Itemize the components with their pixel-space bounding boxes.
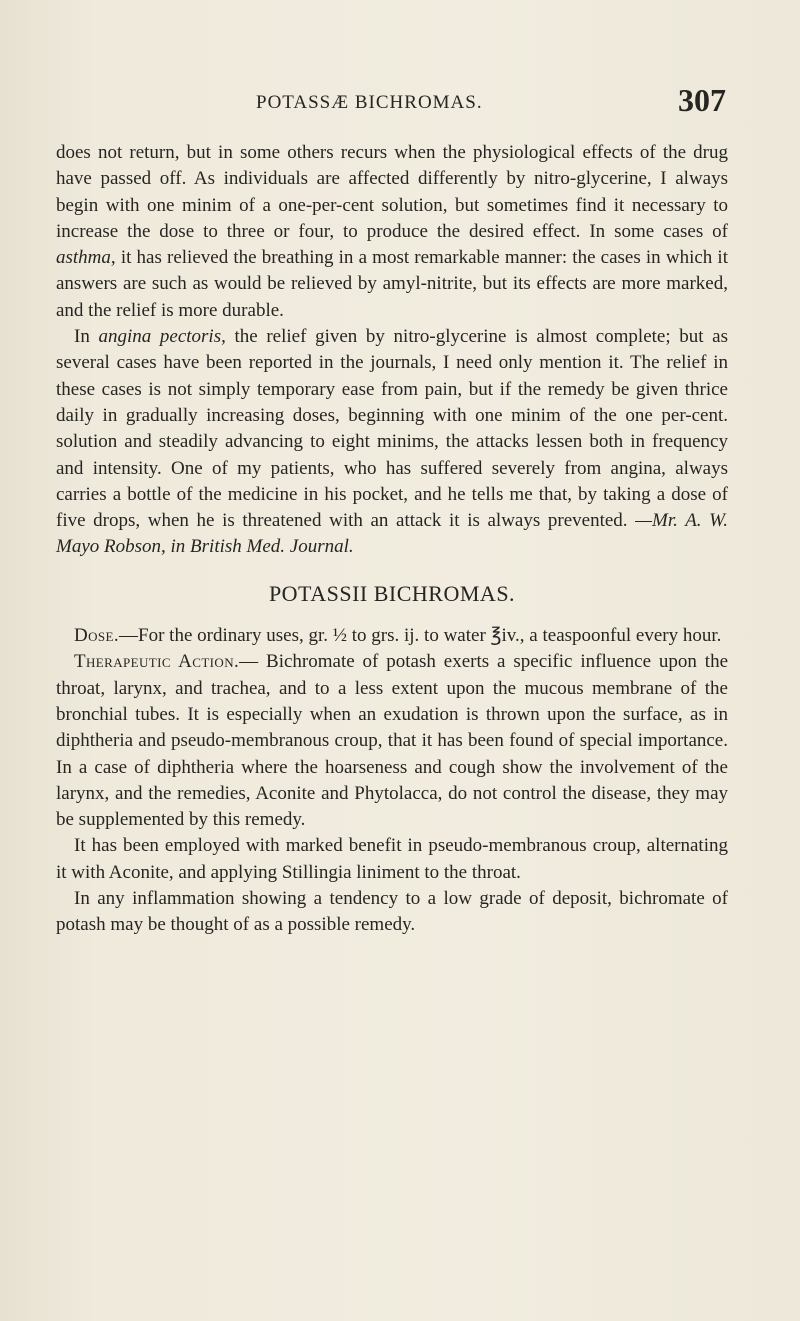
therapeutic-action-label: Therapeutic Action. [74, 651, 240, 673]
paragraph-therapeutic-action [56, 649, 728, 833]
paragraph-dose [56, 623, 728, 649]
paragraph-nitroglycerine-dosage [56, 140, 728, 324]
paragraph-angina-pectoris [56, 324, 728, 561]
dose-label: Dose. [74, 625, 120, 647]
italic-term-angina-pectoris: angina pectoris [98, 326, 222, 348]
page-number: 307 [678, 82, 726, 118]
body-text [56, 140, 728, 939]
running-head [256, 84, 726, 132]
paragraph-text: In [74, 326, 99, 348]
dose-text: —For the ordinary uses, gr. ½ to grs. ij. to water ℥iv., a teaspoonful every hour. [119, 625, 722, 647]
therapeutic-action-text: — Bichromate of potash exerts a specific influence upon the throat, larynx, and trachea, and to a less extent upon the mucous membrane of the bronchial tubes. It is especially when an exudation is thrown upon the surface, as in diphtheria and pseudo-membranous croup, that it has been found of special importance. In a case of diphtheria where the hoarseness and cough show the involvement of the larynx, and the remedies, Aconite and Phytolacca, do not control the disease, they may be supplemented by this remedy. [56, 651, 729, 831]
paragraph-text: In any inflammation showing a tendency to a low grade of deposit, bichromate of potash may be thought of as a possible remedy. [56, 888, 728, 936]
citation: —Mr. A. W. Mayo Robson, in British Med. Journal. [56, 510, 728, 558]
running-head-title: POTASSÆ BICHROMAS. [256, 92, 483, 113]
paragraph-text: does not return, but in some others recurs when the physiological effects of the drug have passed off. As individuals are affected differently by nitro-glycerine, I always begin with one minim of a one-per-cent solution, but sometimes find it necessary to increase the dose to three or four, to produce the desired effect. In some cases of [56, 142, 728, 242]
section-heading: POTASSII BICHROMAS. [268, 580, 516, 606]
paragraph-text: , it has relieved the breathing in a most remarkable manner: the cases in which it answers are such as would be relieved by amyl-nitrite, but its effects are more marked, and the relief is more durable. [56, 247, 728, 321]
italic-term-asthma: asthma [56, 247, 111, 269]
paragraph-text: It has been employed with marked benefit in pseudo-membranous croup, alternating it with Aconite, and applying Stillingia liniment to the throat. [56, 835, 728, 883]
paragraph-text: , the relief given by nitro-glycerine is almost complete; but as several cases have been reported in the journals, I need only mention it. The relief in these cases is not simply temporary ease from pain, but if the remedy be given thrice daily in gradually increasing doses, beginning with one minim of the one per-cent. solution and steadily advancing to eight minims, the attacks lessen both in frequency and intensity. One of my patients, who has suffered severely from angina, always carries a bottle of the medicine in his pocket, and he tells me that, by taking a dose of five drops, when he is threatened with an attack it is always prevented. [56, 326, 728, 532]
paragraph-inflammation [56, 886, 728, 939]
paragraph-croup [56, 833, 728, 886]
